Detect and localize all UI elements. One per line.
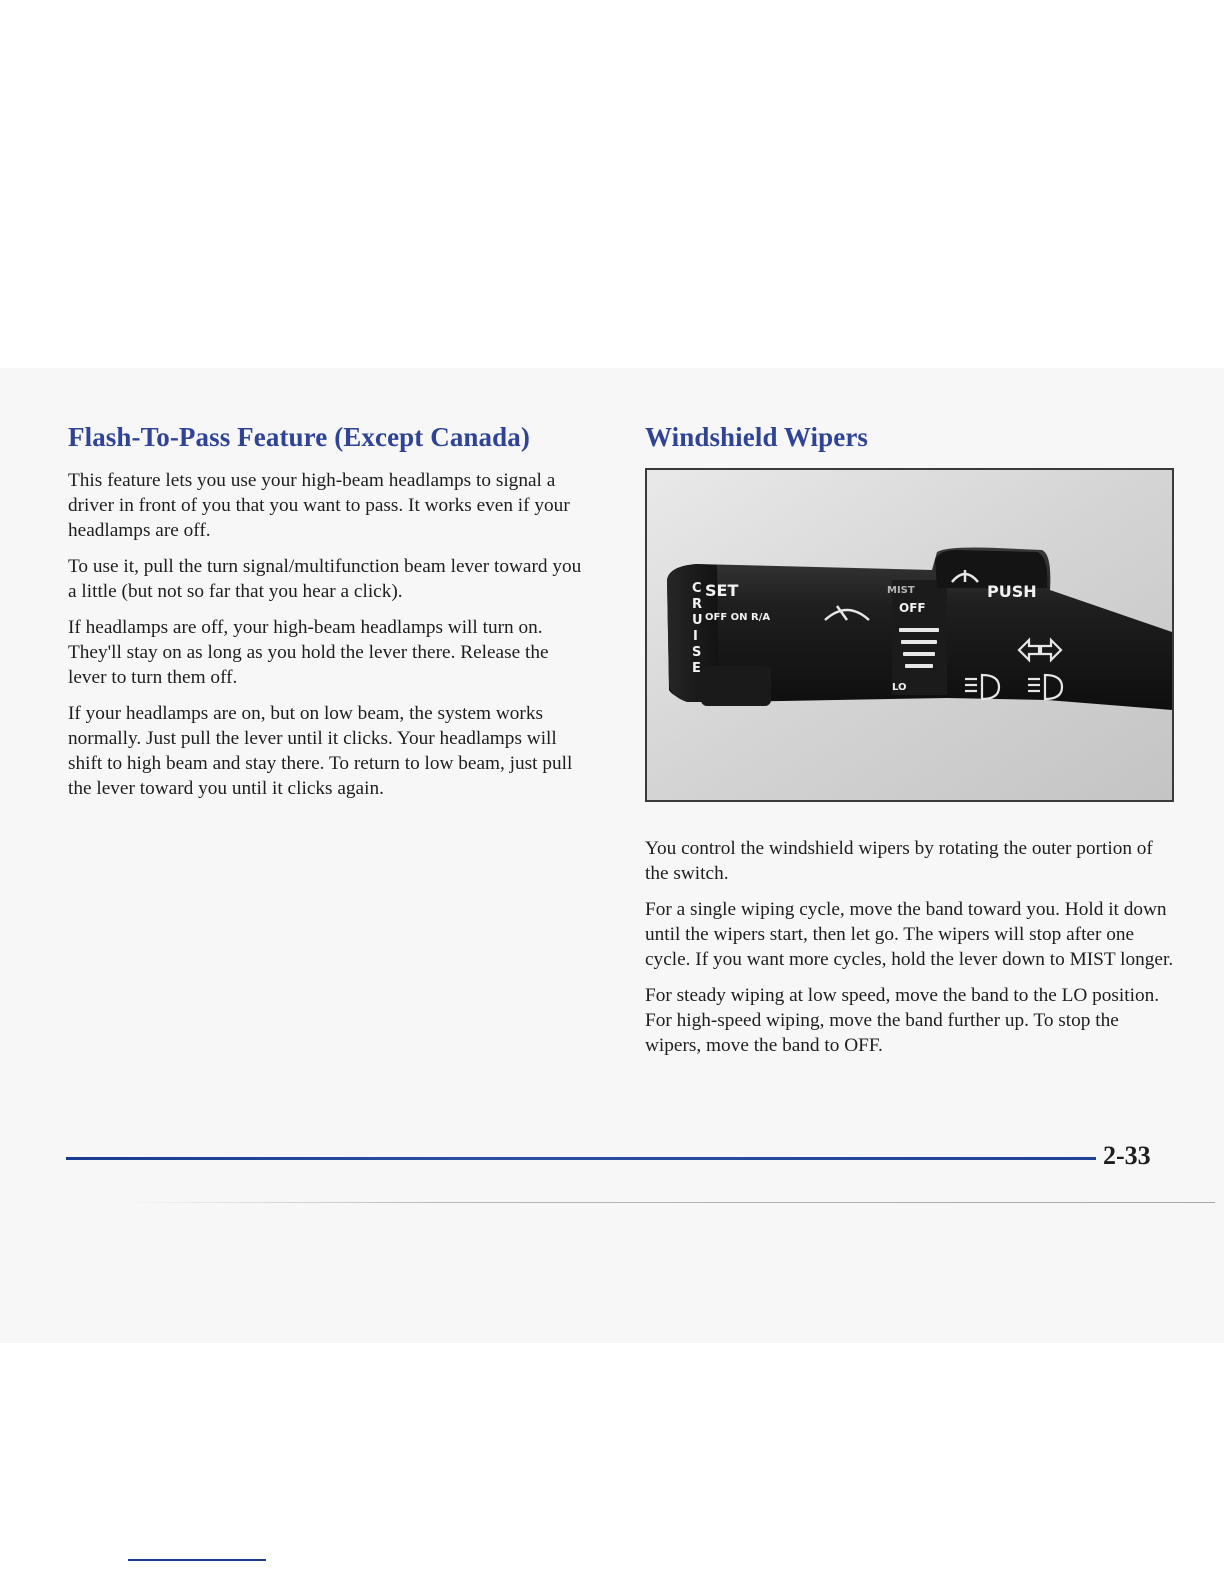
right-column: [645, 420, 1175, 1069]
wiper-paragraph-1: You control the windshield wipers by rotating the outer portion of the switch.: [645, 838, 1153, 884]
push-label: PUSH: [987, 582, 1037, 601]
lo-label: LO: [892, 682, 907, 693]
flash-paragraph-1: This feature lets you use your high-beam headlamps to signal a driver in front of you that you want to pass. It works even if your headlamps are off.: [68, 470, 570, 541]
bottom-short-rule: [128, 1559, 266, 1561]
off-on-ra-label: OFF ON R/A: [705, 612, 771, 623]
page-number: 2-33: [1103, 1141, 1151, 1170]
wiper-paragraph-3: For steady wiping at low speed, move the band to the LO position. For high-speed wiping, move the band further up. To stop the wipers, move the band to OFF.: [645, 985, 1160, 1056]
flash-paragraph-2: To use it, pull the turn signal/multifunction beam lever toward you a little (but not so far that you hear a click).: [68, 556, 582, 602]
footer-rule: [66, 1157, 1096, 1160]
flash-paragraph-4: If your headlamps are on, but on low beam, the system works normally. Just pull the lever until it clicks. Your headlamps will shift to high beam and stay there. To return to low beam, just pull the lever toward you until it clicks again.: [68, 703, 573, 799]
flash-paragraph-3: If headlamps are off, your high-beam headlamps will turn on. They'll stay on as long as you hold the lever there. Release the lever to turn them off.: [68, 617, 549, 688]
cruise-letter: E: [692, 661, 701, 676]
mist-label: MIST: [887, 585, 915, 596]
footer-faint-rule: [120, 1202, 1215, 1203]
set-label: SET: [705, 581, 739, 600]
flash-to-pass-heading: Flash-To-Pass Feature (Except Canada): [68, 422, 530, 452]
wiper-band: [892, 580, 947, 695]
lever-illustration: [647, 470, 1172, 800]
cruise-letter: C: [692, 581, 702, 596]
cruise-letter: I: [693, 629, 698, 644]
left-column: [68, 420, 590, 812]
cruise-letter: R: [692, 597, 703, 612]
cruise-letter: U: [692, 613, 703, 628]
cruise-button: [701, 666, 771, 706]
wiper-paragraph-2: For a single wiping cycle, move the band toward you. Hold it down until the wipers start, then let go. The wipers will stop after one cycle. If you want more cycles, hold the lever down to MIST longer.: [645, 899, 1174, 970]
off-label: OFF: [899, 601, 926, 615]
windshield-wipers-heading: Windshield Wipers: [645, 422, 869, 452]
cruise-letter: S: [692, 645, 702, 660]
wiper-lever-photo: [645, 468, 1174, 802]
